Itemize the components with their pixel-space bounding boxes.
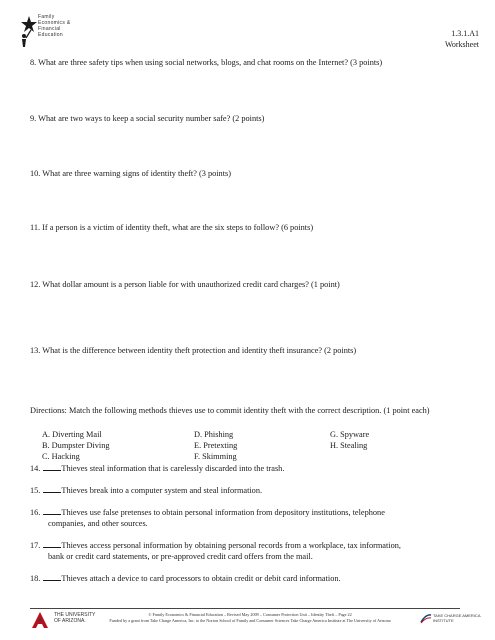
question-12: 12. What dollar amount is a person liable for with unauthorized credit card charges? (1 point) xyxy=(30,280,340,289)
matching-question-17 xyxy=(30,540,470,562)
question-11: 11. If a person is a victim of identity theft, what are the six steps to follow? (6 points) xyxy=(30,223,314,232)
document-id xyxy=(445,28,479,50)
question-10: 10. What are three warning signs of identity theft? (3 points) xyxy=(30,169,231,178)
option-h: H. Stealing xyxy=(330,441,368,450)
option-c: C. Hacking xyxy=(42,452,80,461)
tca-line: TAKE CHARGE AMERICA xyxy=(433,613,481,618)
footer-copyright: © Family Economics & Financial Education – Revised May 2009 – Consumer Protection Unit – Identity Theft – Page 22 xyxy=(148,612,352,617)
question-9: 9. What are two ways to keep a social security number safe? (2 points) xyxy=(30,114,265,123)
answer-blank[interactable] xyxy=(43,540,61,548)
question-number: 14. xyxy=(30,464,41,473)
university-name xyxy=(54,612,95,624)
doc-code: 1.3.1.A1 xyxy=(451,29,479,38)
question-8: 8. What are three safety tips when using social networks, blogs, and chat rooms on the Internet? (3 points) xyxy=(30,58,383,67)
option-f: F. Skimming xyxy=(194,452,237,461)
directions: Directions: Match the following methods thieves use to commit identity theft with the correct description. (1 point each) xyxy=(30,406,430,415)
arizona-a-icon xyxy=(30,611,50,629)
matching-question-16 xyxy=(30,507,470,529)
doc-type: Worksheet xyxy=(444,40,479,49)
logo-line: Family xyxy=(38,14,55,20)
option-d: D. Phishing xyxy=(194,430,234,439)
footer-divider xyxy=(30,608,460,609)
ua-line: THE UNIVERSITY xyxy=(54,612,96,618)
answer-blank[interactable] xyxy=(43,573,61,581)
options-column-3 xyxy=(330,429,369,451)
option-a: A. Diverting Mail xyxy=(42,430,102,439)
tca-text xyxy=(433,613,481,623)
tca-line: INSTITUTE xyxy=(433,618,454,623)
logo-text xyxy=(38,14,70,38)
logo-line: Financial xyxy=(38,26,61,32)
question-text: Thieves access personal information by obtaining personal records from a workplace, tax information, xyxy=(61,541,401,550)
question-text: Thieves use false pretenses to obtain personal information from depository institutions, telephone xyxy=(61,508,385,517)
question-number: 18. xyxy=(30,574,41,583)
matching-question-15 xyxy=(30,485,470,496)
logo-line: Economics & xyxy=(38,20,71,26)
question-text: Thieves break into a computer system and steal information. xyxy=(61,486,263,495)
question-number: 17. xyxy=(30,541,41,550)
ua-line: OF ARIZONA. xyxy=(54,618,86,624)
question-text-continued: companies, and other sources. xyxy=(48,519,148,528)
option-g: G. Spyware xyxy=(330,430,370,439)
question-13: 13. What is the difference between identity theft protection and identity theft insurance? (2 points) xyxy=(30,346,357,355)
matching-question-14 xyxy=(30,463,470,474)
logo-line: Education xyxy=(38,32,63,38)
footer-funding: Funded by a grant from Take Charge America, Inc. to the Norton School of Family and Consumer Sciences Take Charge America Institute at The University of Arizona xyxy=(109,618,391,623)
fefe-logo xyxy=(18,14,128,54)
star-figure-icon xyxy=(18,14,40,50)
option-e: E. Pretexting xyxy=(194,441,238,450)
matching-question-18 xyxy=(30,573,470,584)
answer-blank[interactable] xyxy=(43,507,61,515)
question-text-continued: bank or credit card statements, or pre-approved credit card offers from the mail. xyxy=(48,552,313,561)
footer-text xyxy=(100,612,400,624)
tca-swoosh-icon xyxy=(420,612,432,624)
answer-blank[interactable] xyxy=(43,463,61,471)
question-text: Thieves steal information that is carelessly discarded into the trash. xyxy=(61,464,285,473)
answer-blank[interactable] xyxy=(43,485,61,493)
options-column-2 xyxy=(194,429,237,462)
option-b: B. Dumpster Diving xyxy=(42,441,110,450)
question-number: 15. xyxy=(30,486,41,495)
options-column-1 xyxy=(42,429,110,462)
question-number: 16. xyxy=(30,508,41,517)
question-text: Thieves attach a device to card processors to obtain credit or debit card information. xyxy=(61,574,341,583)
